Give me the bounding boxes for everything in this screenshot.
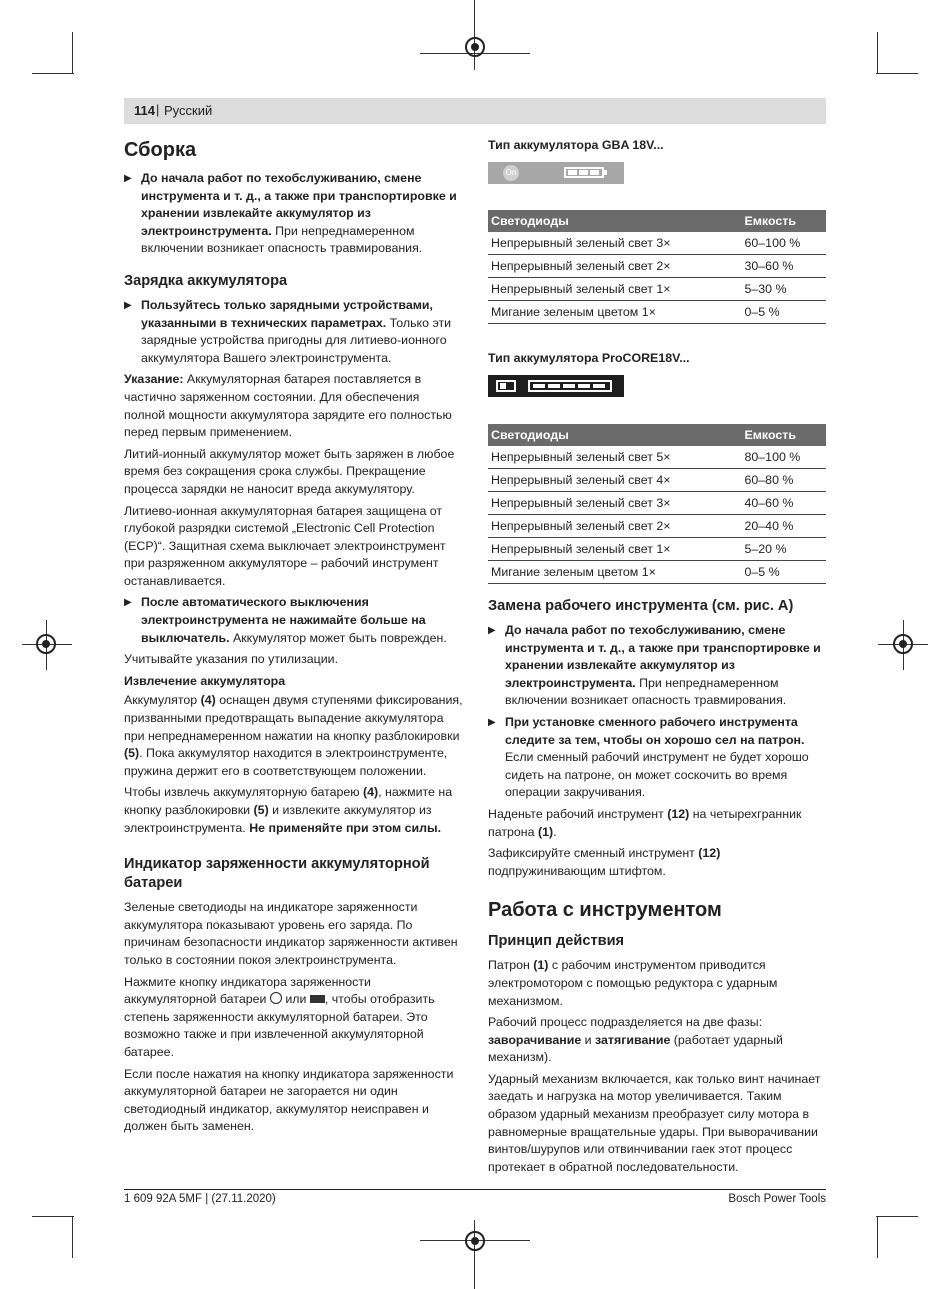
- registration-mark-icon: [36, 634, 56, 654]
- battery-icon: [496, 380, 516, 392]
- heading-charging: Зарядка аккумулятора: [124, 272, 288, 289]
- paragraph: Патрон (1) с рабочим инструментом приводится электромотором с помощью редуктора с ударным механизмом.: [488, 958, 778, 1008]
- table-header: Емкость: [742, 424, 827, 446]
- led-table-gba: [488, 210, 826, 324]
- battery-icon: [564, 167, 604, 178]
- on-button-icon: On: [503, 165, 519, 181]
- table-row: Непрерывный зеленый свет 1× 5–30 %: [488, 278, 826, 301]
- battery-type-gba-title: Тип аккумулятора GBA 18V...: [488, 138, 664, 152]
- table-row: Непрерывный зеленый свет 3× 40–60 %: [488, 492, 826, 515]
- table-header: Емкость: [742, 210, 827, 232]
- table-row: Мигание зеленым цветом 1× 0–5 %: [488, 301, 826, 324]
- right-column-procore: [488, 350, 826, 368]
- registration-mark-icon: [465, 1231, 485, 1251]
- paragraph: Учитывайте указания по утилизации.: [124, 652, 339, 667]
- table-header: Светодиоды: [488, 424, 742, 446]
- page-language: Русский: [164, 103, 213, 118]
- crop-mark: [474, 0, 475, 70]
- heading-tool-replacement: Замена рабочего инструмента (см. рис. A): [488, 598, 794, 614]
- crop-mark: [877, 32, 878, 74]
- right-column-top: [488, 137, 826, 155]
- crop-mark: [72, 32, 73, 74]
- on-button-icon: [270, 992, 282, 1004]
- registration-mark-icon: [893, 634, 913, 654]
- brand-name: Bosch Power Tools: [728, 1193, 826, 1205]
- heading-indicator: Индикатор заряженности аккумуляторной батареи: [124, 856, 430, 892]
- procore-indicator-graphic: [488, 375, 624, 397]
- crop-mark: [32, 73, 74, 74]
- warning-bullet: ▶ После автоматического выключения электроинструмента не нажимайте больше на выключатель. Аккумулятор может быть поврежден.: [124, 594, 464, 647]
- table-header: Светодиоды: [488, 210, 742, 232]
- table-row: Непрерывный зеленый свет 2× 30–60 %: [488, 255, 826, 278]
- paragraph: Если после нажатия на кнопку индикатора заряженности аккумуляторной батареи не загорается ни один светодиодный индикатор, аккумулятор неисправен и должен быть заменен.: [124, 1066, 454, 1134]
- paragraph: Зафиксируйте сменный инструмент (12) подпружинивающим штифтом.: [488, 846, 721, 878]
- warning-bullet: ▶ Пользуйтесь только зарядными устройствами, указанными в технических параметрах. Только эти зарядные устройства пригодны для литиево-ионного аккумулятора Вашего электроинструмента.: [124, 297, 464, 367]
- paragraph: Ударный механизм включается, как только винт начинает заедать и нагрузка на мотор увеличивается. Таким образом ударный механизм преобразует силу мотора в равномерные вращательные удары. При выворачивании винтов/шурупов или отвинчивании гаек этот процесс протекает в обратной последовательности.: [488, 1071, 821, 1174]
- warning-bullet: ▶ До начала работ по техобслуживанию, смене инструмента и т. д., а также при транспортировке и хранении извлекайте аккумулятор из электроинструмента. При непреднамеренном включении возникает опасность травмирования.: [124, 170, 464, 258]
- page-footer: [124, 1189, 826, 1205]
- left-column: [124, 138, 464, 1140]
- table-row: Непрерывный зеленый свет 4× 60–80 %: [488, 469, 826, 492]
- heading-principle: Принцип действия: [488, 933, 625, 950]
- document-id: 1 609 92A 5MF | (27.11.2020): [124, 1193, 276, 1205]
- crop-mark: [72, 1216, 73, 1258]
- paragraph: Чтобы извлечь аккумуляторную батарею (4), нажмите на кнопку разблокировки (5) и извлеките аккумулятор из электроинструмента. Не применяйте при этом силы.: [124, 785, 453, 835]
- table-row: Непрерывный зеленый свет 5× 80–100 %: [488, 446, 826, 469]
- crop-mark: [32, 1216, 74, 1217]
- crop-mark: [877, 1216, 878, 1258]
- paragraph: Литиево-ионная аккумуляторная батарея защищена от глубокой разрядки системой „Electronic Cell Protection (ECP)“. Защитная схема выключает электроинструмент при разряженном аккумуляторе – рабочий инструмент останавливается.: [124, 503, 446, 588]
- heading-removal: Извлечение аккумулятора: [124, 673, 286, 688]
- paragraph: Литий-ионный аккумулятор может быть заряжен в любое время без сокращения срока службы. Прекращение процесса зарядки не наносит вреда аккумулятору.: [124, 446, 455, 496]
- table-row: Мигание зеленым цветом 1× 0–5 %: [488, 561, 826, 584]
- paragraph: Нажмите кнопку индикатора заряженности аккумуляторной батареи или , чтобы отобразить степень заряженности аккумуляторной батареи. Это возможно также и при извлеченной аккумуляторной батарее.: [124, 974, 435, 1059]
- table-row: Непрерывный зеленый свет 2× 20–40 %: [488, 515, 826, 538]
- crop-mark: [876, 1216, 918, 1217]
- warning-bullet: ▶ До начала работ по техобслуживанию, смене инструмента и т. д., а также при транспортировке и хранении извлекайте аккумулятор из электроинструмента. При непреднамеренном включении возникает опасность травмирования.: [488, 622, 826, 710]
- right-column-bottom: [488, 597, 826, 1180]
- led-bar: [528, 380, 612, 392]
- page-header: 114 | Русский: [124, 98, 826, 124]
- table-row: Непрерывный зеленый свет 3× 60–100 %: [488, 232, 826, 255]
- registration-mark-icon: [465, 37, 485, 57]
- paragraph: Рабочий процесс подразделяется на две фазы: заворачивание и затягивание (работает ударный механизм).: [488, 1015, 783, 1065]
- page-number: 114: [134, 103, 155, 118]
- section-title-assembly: Сборка: [124, 139, 197, 161]
- led-table-procore: [488, 424, 826, 584]
- section-title-operation: Работа с инструментом: [488, 899, 722, 922]
- table-row: Непрерывный зеленый свет 1× 5–20 %: [488, 538, 826, 561]
- note-paragraph: Указание: Аккумуляторная батарея поставляется в частично заряженном состоянии. Для обеспечения полной мощности аккумулятора зарядите его полностью перед первым применением.: [124, 372, 452, 440]
- gba-indicator-graphic: [488, 162, 624, 184]
- paragraph: Зеленые светодиоды на индикаторе заряженности аккумулятора показывают уровень его заряда. По причинам безопасности индикатор заряженности активен только в состоянии покоя электроинструмента.: [124, 900, 458, 967]
- paragraph: Аккумулятор (4) оснащен двумя ступенями фиксирования, призванными предотвращать выпадение аккумулятора при непреднамеренном нажатии на кнопку разблокировки (5). Пока аккумулятор находится в электроинструменте, пружина держит его в соответствующем положении.: [124, 693, 463, 778]
- battery-icon: [310, 995, 325, 1003]
- battery-type-procore-title: Тип аккумулятора ProCORE18V...: [488, 351, 690, 365]
- warning-bullet: ▶ При установке сменного рабочего инструмента следите за тем, чтобы он хорошо сел на патрон. Если сменный рабочий инструмент не будет хорошо сидеть на патроне, он может соскочить во время операции закручивания.: [488, 714, 826, 802]
- paragraph: Наденьте рабочий инструмент (12) на четырехгранник патрона (1).: [488, 806, 802, 839]
- crop-mark: [876, 73, 918, 74]
